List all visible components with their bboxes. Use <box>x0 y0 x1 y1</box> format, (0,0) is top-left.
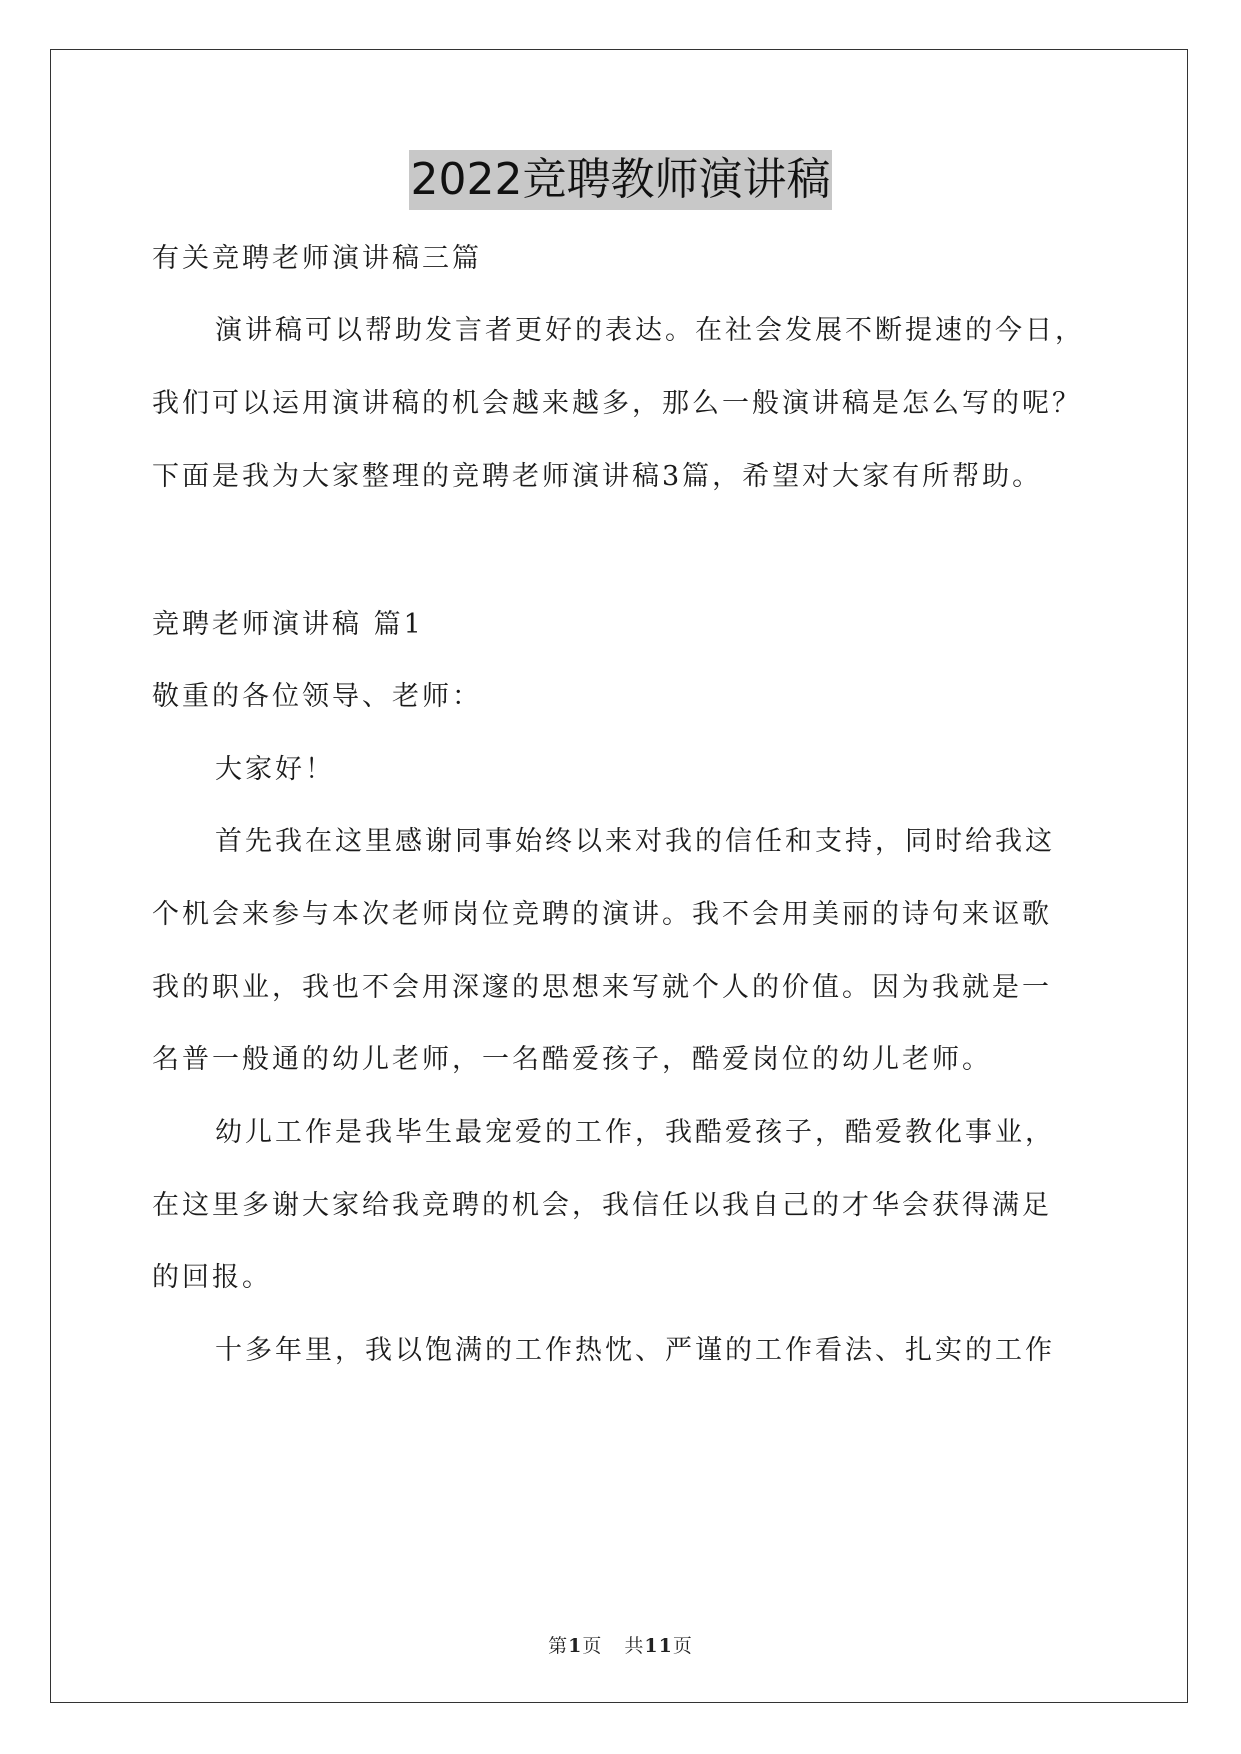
paragraph-line: 我们可以运用演讲稿的机会越来越多，那么一般演讲稿是怎么写的呢？ <box>152 388 1082 419</box>
paragraph-line: 我的职业，我也不会用深邃的思想来写就个人的价值。因为我就是一 <box>152 972 1052 1003</box>
salutation-line: 敬重的各位领导、老师： <box>152 681 482 712</box>
paragraph-line: 下面是我为大家整理的竞聘老师演讲稿3篇，希望对大家有所帮助。 <box>152 461 1043 492</box>
paragraph-line: 首先我在这里感谢同事始终以来对我的信任和支持，同时给我这 <box>215 826 1055 857</box>
paragraph-line: 幼儿工作是我毕生最宠爱的工作，我酷爱孩子，酷爱教化事业， <box>215 1117 1055 1148</box>
section-heading: 竞聘老师演讲稿 篇1 <box>152 609 424 640</box>
paragraph-line: 在这里多谢大家给我竞聘的机会，我信任以我自己的才华会获得满足 <box>152 1190 1052 1221</box>
paragraph-line: 十多年里，我以饱满的工作热忱、严谨的工作看法、扎实的工作 <box>215 1335 1055 1366</box>
title-container <box>0 150 1241 210</box>
document-title: 2022竞聘教师演讲稿 <box>409 150 833 210</box>
paragraph-line: 个机会来参与本次老师岗位竞聘的演讲。我不会用美丽的诗句来讴歌 <box>152 899 1052 930</box>
paragraph-line: 的回报。 <box>152 1262 272 1293</box>
footer-total-pages: 11 <box>644 1635 673 1657</box>
footer-page-prefix: 第 <box>548 1635 569 1657</box>
paragraph-line: 演讲稿可以帮助发言者更好的表达。在社会发展不断提速的今日， <box>215 315 1085 346</box>
page-border <box>50 49 1188 1703</box>
footer-total-prefix: 共 <box>624 1635 645 1657</box>
footer-page-number: 1 <box>568 1635 583 1657</box>
page-footer <box>0 1633 1241 1659</box>
paragraph-line: 名普一般通的幼儿老师，一名酷爱孩子，酷爱岗位的幼儿老师。 <box>152 1044 992 1075</box>
subtitle-line: 有关竞聘老师演讲稿三篇 <box>152 243 482 274</box>
footer-total-suffix: 页 <box>672 1635 693 1657</box>
greeting-line: 大家好！ <box>215 754 335 785</box>
footer-page-suffix: 页 <box>582 1635 603 1657</box>
